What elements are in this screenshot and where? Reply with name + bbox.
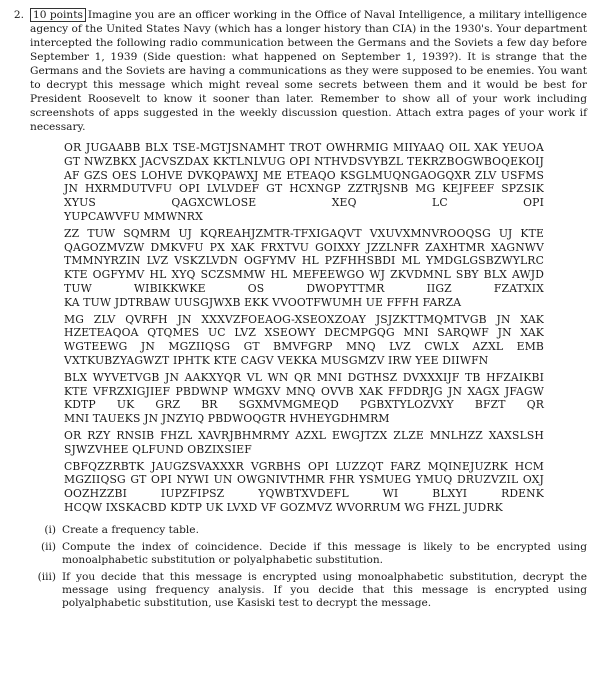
cipher-paragraph-1 bbox=[64, 141, 544, 224]
problem-body bbox=[30, 8, 587, 614]
cipher-paragraph-body: OR JUGAABB BLX TSE-MGTJSNAMHT TROT OWHRMIG MIIYAAQ OIL XAK YEUOA GT NWZBKX JACVSZDAX KKTLNLVUG OPI NTHVDSVYBZL TEKRZBOGWBOQEKOIJ AF GZS OES LOHVE DVKQPAWXJ ME ETEAQO KSGLMUQNGAOGQXR ZLV USFMS JN HXRMDUTVFU OPI LVLVDEF GT HCXNGP ZZTRJSNB MG KEJFEEF SPZSIK XYUS QAGXCWLOSE XEQ LC OPI bbox=[64, 141, 544, 210]
cipher-paragraph-body: MG ZLV QVRFH JN XXXVZFOEAOG-XSEOXZOAY JSJZKTTMQMTVGB JN XAK HZETEAQOA QTQMES UC LVZ XSEOWY DECMPGQG MNI SARQWF JN XAK WGTEEWG JN MGZIIQSG GT BMVFGRP MNQ LVZ CWLX AZXL EMB bbox=[64, 312, 544, 354]
cipher-paragraph-body: OR RZY RNSIB FHZL XAVRJBHMRMY AZXL EWGJTZX ZLZE MNLHZZ XAXSLSH bbox=[64, 428, 544, 442]
problem-2 bbox=[4, 8, 587, 614]
problem-number: 2. bbox=[13, 9, 24, 21]
cipher-paragraph-2 bbox=[64, 227, 544, 310]
cipher-paragraph-last-line: KA TUW JDTRBAW UUSGJWXB EKK VVOOTFWUMH UE FFFH FARZA bbox=[64, 295, 462, 309]
cipher-paragraph-body: CBFQZZRBTK JAUGZSVAXXXR VGRBHS OPI LUZZQT FARZ MQINEJUZRK HCM MGZIIQSG GT OPI NYWI UN OWGNIVTHMR FHR YSMUEG YMUQ DRUZVZIL OXJ OOZHZZBI IUPZFIPSZ YQWBTXVDEFL WI BLXYI RDENK bbox=[64, 459, 544, 501]
question-number: (i) bbox=[44, 523, 56, 536]
cipher-paragraph-last-line: HCQW IXSKACBD KDTP UK LVXD VF GOZMVZ WVORRUM WG FHZL JUDRK bbox=[64, 500, 503, 514]
question-item bbox=[30, 524, 587, 537]
cipher-paragraph-3 bbox=[64, 313, 544, 368]
cipher-paragraph-last-line: YUPCAWVFU MMWNRX bbox=[64, 209, 203, 223]
cipher-paragraph-last-line: VXTKUBZYAGWZT IPHTK KTE CAGV VEKKA MUSGMZV IRW YEE DIIWFN bbox=[64, 353, 489, 367]
question-item bbox=[30, 541, 587, 567]
cipher-paragraph-body: ZZ TUW SQMRM UJ KQREAHJZMTR-TFXIGAQVT VXUVXMNVROOQSG UJ KTE QAGOZMVZW DMKVFU PX XAK FRXTVU GOIXXY JZZLNFR ZAXHTMR XAGNWV TMMNYRZIN LVZ VSKZLVDN OGFYMV HL PZFHHSBDI ML YMDGLGSBZWYLRC KTE OGFYMV HL XYQ SCZSMMW HL MEFEEWGO WJ ZKVDMNL SBY BLX AWJD TUW WIBIKKWKE OS DWOPYTTMR IIGZ FZATXIX bbox=[64, 226, 544, 295]
cipher-paragraph-body: BLX WYVETVGB JN AAKXYQR VL WN QR MNI DGTHSZ DVXXXIJF TB HFZAIKBI KTE VFRZXIGJIEF PBDWNP WMGXV MNQ OVVB XAK FFDDRJG JN XAGX JFAGW KDTP UK GRZ BR SGXMVMGMEQD PGBXTYLOZVXY BFZT QR bbox=[64, 370, 544, 412]
intro-text: Imagine you are an officer working in the Office of Naval Intelligence, a military intelligence agency of the United States Navy (which has a longer history than CIA) in the 1930's. Your department intercepted the following radio communication between the Germans and the Soviets a few day before September 1, 1939 (Side question: what happened on September 1, 1939?). It is strange that the Germans and the Soviets are having a communications as they were supposed to be enemies. You want to decrypt this message which might reveal some secrets between them and it would be best for President Roosevelt to know it sooner than later. Remember to show all of your work including screenshots of apps suggested in the weekly discussion question. Attach extra pages of your work if necessary. bbox=[30, 9, 587, 133]
question-text: Create a frequency table. bbox=[62, 523, 199, 536]
cipher-paragraph-6 bbox=[64, 460, 544, 515]
question-number: (ii) bbox=[40, 540, 56, 553]
cipher-paragraph-last-line: SJWZVHEE QLFUND OBZIXSIEF bbox=[64, 442, 252, 456]
ciphertext-block bbox=[64, 141, 544, 515]
question-list bbox=[30, 524, 587, 610]
question-item bbox=[30, 571, 587, 610]
question-text: Compute the index of coincidence. Decide if this message is likely to be encrypted using monoalphabetic substitution or polyalphabetic substitution. bbox=[62, 540, 587, 566]
question-text: If you decide that this message is encrypted using monoalphabetic substitution, decrypt the message using frequency analysis. If you decide that this message is encrypted using polyalphabetic substitution, use Kasiski test to decrypt the message. bbox=[62, 570, 587, 609]
cipher-paragraph-4 bbox=[64, 371, 544, 426]
points-box: 10 points bbox=[30, 8, 86, 22]
problem-intro bbox=[30, 8, 587, 134]
cipher-paragraph-5 bbox=[64, 429, 544, 457]
question-number: (iii) bbox=[37, 570, 56, 583]
cipher-paragraph-last-line: MNI TAUEKS JN JNZYIQ PBDWOQGTR HVHEYGDHMRM bbox=[64, 412, 390, 426]
